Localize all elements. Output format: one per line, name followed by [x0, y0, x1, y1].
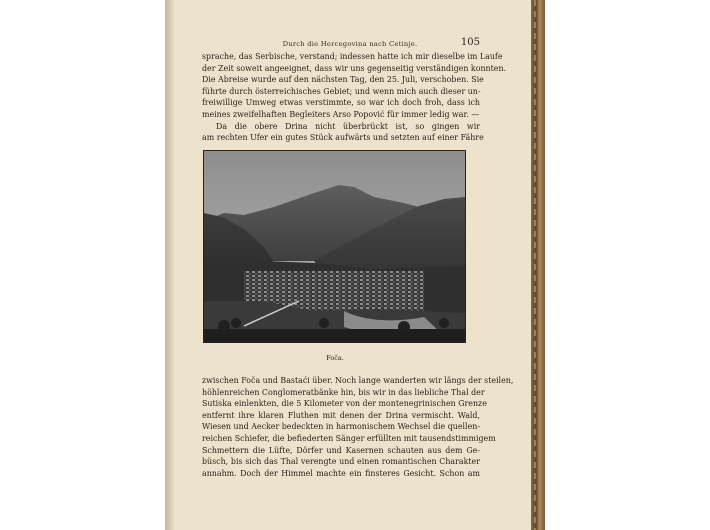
text-block-bottom	[202, 375, 514, 479]
text-line: Wiesen und Aecker bedeckten in harmonischem Wechsel die quellen-	[202, 422, 480, 432]
text-line: zwischen Foča und Bastaći über. Noch lange wanderten wir längs der steilen,	[202, 376, 514, 385]
text-line: büsch, bis sich das Thal verengte und einen romantischen Charakter	[202, 457, 480, 467]
text-line: reichen Schiefer, die befiederten Sänger erfüllten mit tausendstimmigem	[202, 433, 496, 443]
text-line: Da die obere Drina nicht überbrückt ist, so gingen wir	[216, 121, 480, 131]
figure-foca-photo	[203, 150, 466, 343]
text-line: annahm. Doch der Himmel machte ein finsteres Gesicht. Schon am	[202, 468, 480, 478]
text-line: Sutiska einlenkten, die 5 Kilometer von der montenegrinischen Grenze	[202, 399, 487, 409]
text-line: meines zweifelhaften Begleiters Arso Popović für immer ledig war. —	[202, 109, 480, 119]
text-line: Die Abreise wurde auf den nächsten Tag, den 25. Juli, verschoben. Sie	[202, 75, 484, 85]
text-line: führte durch österreichisches Gebiet; und wenn mich auch dieser un-	[202, 86, 481, 96]
figure-caption: Foča.	[326, 354, 344, 362]
text-line: der Zeit soweit angeeignet, dass wir uns gegenseitig verständigen konnten.	[202, 63, 507, 73]
text-line: freiwillige Umweg etwas verstimmte, so war ich doch froh, dass ich	[202, 98, 480, 108]
text-line: sprache, das Serbische, verstand; indessen hatte ich mir dieselbe im Laufe	[202, 52, 503, 61]
running-head: Durch die Hercegovina nach Cetinje.	[282, 40, 418, 48]
book-cover-edge	[531, 0, 545, 530]
page-number: 105	[460, 37, 480, 48]
text-line: am rechten Ufer ein gutes Stück aufwärts und setzten auf einer Fähre	[202, 133, 484, 143]
text-line: Schmettern die Lüfte, Dörfer und Kasernen schauten aus dem Ge-	[202, 445, 480, 455]
landscape-photo	[204, 151, 465, 342]
text-line: entfernt ihre klaren Fluthen mit denen der Drina vermischt. Wald,	[202, 410, 480, 420]
text-line: höhlenreichen Conglomeratbänke hin, bis wir in das liebliche Thal der	[202, 387, 485, 397]
gutter-shadow	[165, 0, 175, 530]
text-block-top	[202, 51, 507, 144]
